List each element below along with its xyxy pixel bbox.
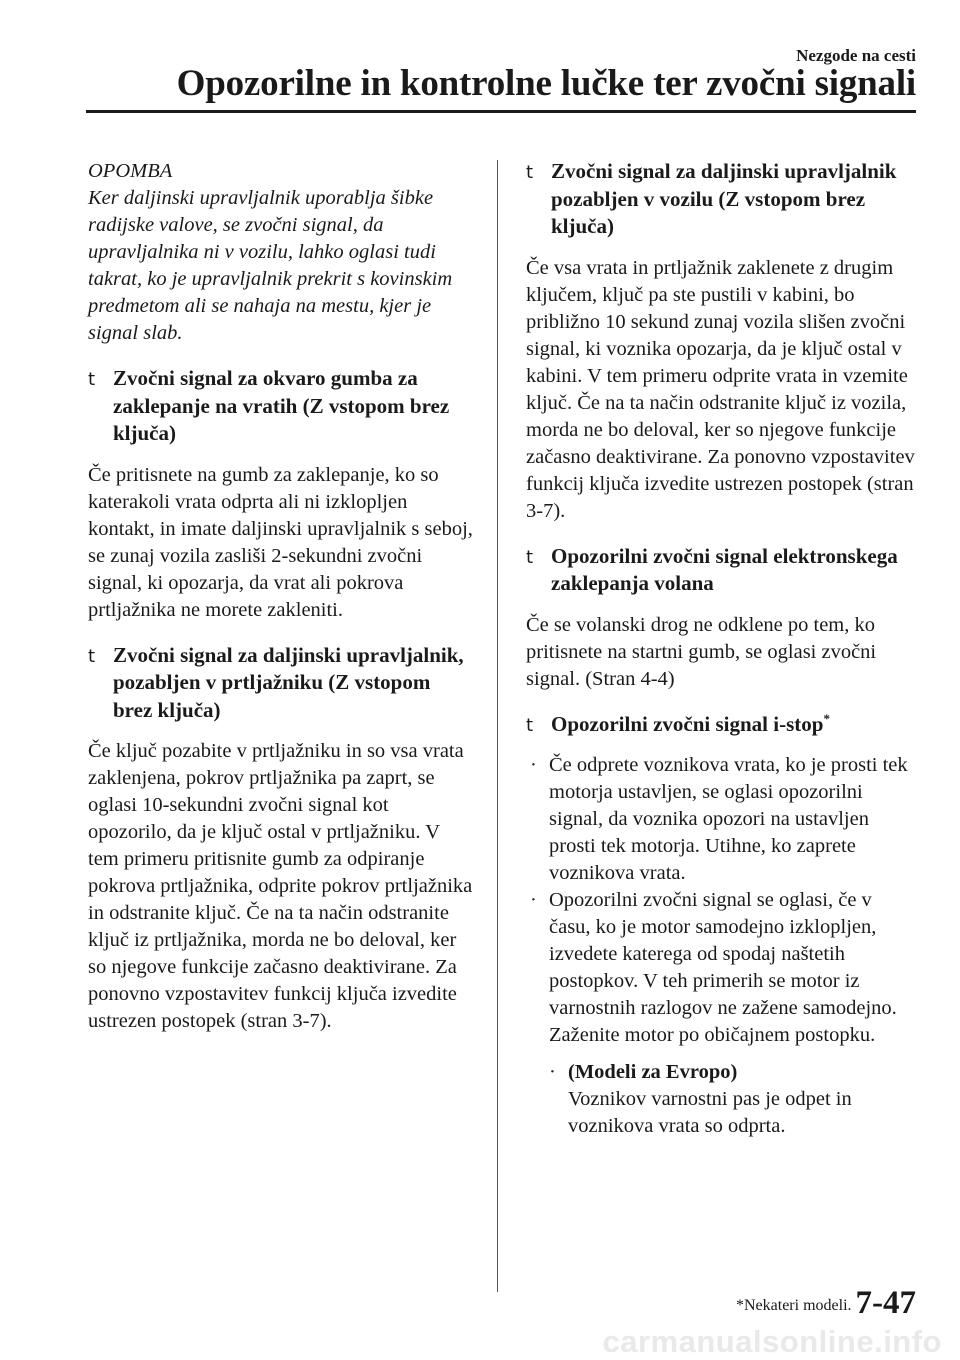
section-body: Če vsa vrata in prtljažnik zaklenete z drugim ključem, ključ pa ste pustili v kabini, bo približno 10 sekund zunaj vozila slišen zvočni signal, ki voznika opozarja, da je ključ ostal v kabini. V tem primeru odprite vrata in vzemite ključ. Če na ta način odstranite ključ iz vozila, morda ne bo deloval, ker so njegove funkcije začasno deaktivirane. Za ponovno vzpostavitev funkcij ključa izvedite ustrezen postopek (stran 3-7). xyxy=(526,256,915,522)
section-heading xyxy=(88,365,474,448)
page-number: 7-47 xyxy=(855,1285,916,1321)
sub-bullet-heading: (Modeli za Evropo) xyxy=(568,1061,738,1083)
section-heading-text: Zvočni signal za okvaro gumba za zaklepanje na vratih (Z vstopom brez ključa) xyxy=(113,366,450,445)
bullet-item xyxy=(526,887,918,1049)
note-text: Ker daljinski upravljalnik uporablja šibke radijske valove, se zvočni signal, da upravljalnika ni v vozilu, lahko oglasi tudi takrat, ko je upravljalnik prekrit s kovinskim predmetom ali se nahaja na mestu, kjer je signal slab. xyxy=(88,187,453,344)
section-marker-icon: t xyxy=(526,162,534,183)
section-heading-text: Opozorilni zvočni signal elektronskega zaklepanja volana xyxy=(551,543,898,595)
section-heading-text: Zvočni signal za daljinski upravljalnik, pozabljen v prtljažniku (Z vstopom brez ključa) xyxy=(113,642,464,722)
section-heading-text: Opozorilni zvočni signal i-stop xyxy=(551,711,824,736)
left-column xyxy=(88,158,474,1053)
section-heading-text: Zvočni signal za daljinski upravljalnik pozabljen v vozilu (Z vstopom brez ključa) xyxy=(551,159,897,238)
watermark: carmanualsonline.info xyxy=(602,1324,942,1359)
sub-bullet-text: Voznikov varnostni pas je odpet in voznikova vrata so odprta. xyxy=(568,1088,852,1137)
section-marker-icon: t xyxy=(526,546,534,568)
note-block xyxy=(88,158,474,347)
column-divider xyxy=(497,160,498,1292)
section-body: Če pritisnete na gumb za zaklepanje, ko so katerakoli vrata odprta ali ni izklopljen kontakt, in imate daljinski upravljalnik s seboj, se zunaj vozila zasliši 2-sekundni zvočni signal, ki opozarja, da vrat ali pokrova prtljažnika ne morete zakleniti. xyxy=(88,463,473,621)
page-title: Opozorilne in kontrolne lučke ter zvočni signali xyxy=(176,63,916,104)
chapter-label: Nezgode na cesti xyxy=(796,46,916,65)
note-label: OPOMBA xyxy=(88,160,173,182)
section-heading xyxy=(526,158,918,241)
section-heading xyxy=(526,711,918,739)
bullet-dot-icon: · xyxy=(530,889,537,911)
right-column xyxy=(526,158,918,1140)
section-body: Če se volanski drog ne odklene po tem, ko pritisnete na startni gumb, se oglasi zvočni signal. (Stran 4-4) xyxy=(526,613,877,690)
bullet-dot-icon: · xyxy=(549,1061,556,1083)
bullet-item xyxy=(526,752,918,887)
bullet-text: Če odprete voznikova vrata, ko je prosti tek motorja ustavljen, se oglasi opozorilni signal, da voznika opozori na ustavljen prosti tek motorja. Utihne, ko zaprete voznikova vrata. xyxy=(549,754,908,884)
section-heading xyxy=(526,543,918,598)
section-marker-icon: t xyxy=(526,714,534,736)
footnote: *Nekateri modeli. xyxy=(736,1297,852,1314)
section-body: Če ključ pozabite v prtljažniku in so vsa vrata zaklenjena, pokrov prtljažnika pa zaprt, se oglasi 10-sekundni zvočni signal kot opozorilo, da je ključ ostal v prtljažniku. V tem primeru pritisnite gumb za odpiranje pokrova prtljažnika, odprite pokrov prtljažnika in odstranite ključ. Če na ta način odstranite ključ iz prtljažnika, morda ne bo deloval, ker so njegove funkcije začasno deaktivirane. Za ponovno vzpostavitev funkcij ključa izvedite ustrezen postopek (stran 3-7). xyxy=(88,740,473,1032)
section-marker-icon: t xyxy=(88,369,96,390)
sub-bullet-item xyxy=(526,1059,918,1140)
footnote-asterisk: * xyxy=(823,710,830,726)
section-heading xyxy=(88,642,474,725)
bullet-text: Opozorilni zvočni signal se oglasi, če v času, ko je motor samodejno izklopljen, izvedete katerega od spodaj naštetih postopkov. V teh primerih se motor iz varnostnih razlogov ne zažene samodejno. Zaženite motor po običajnem postopku. xyxy=(549,889,897,1046)
section-marker-icon: t xyxy=(88,645,96,667)
header-rule xyxy=(86,110,916,113)
bullet-dot-icon: · xyxy=(530,754,537,776)
